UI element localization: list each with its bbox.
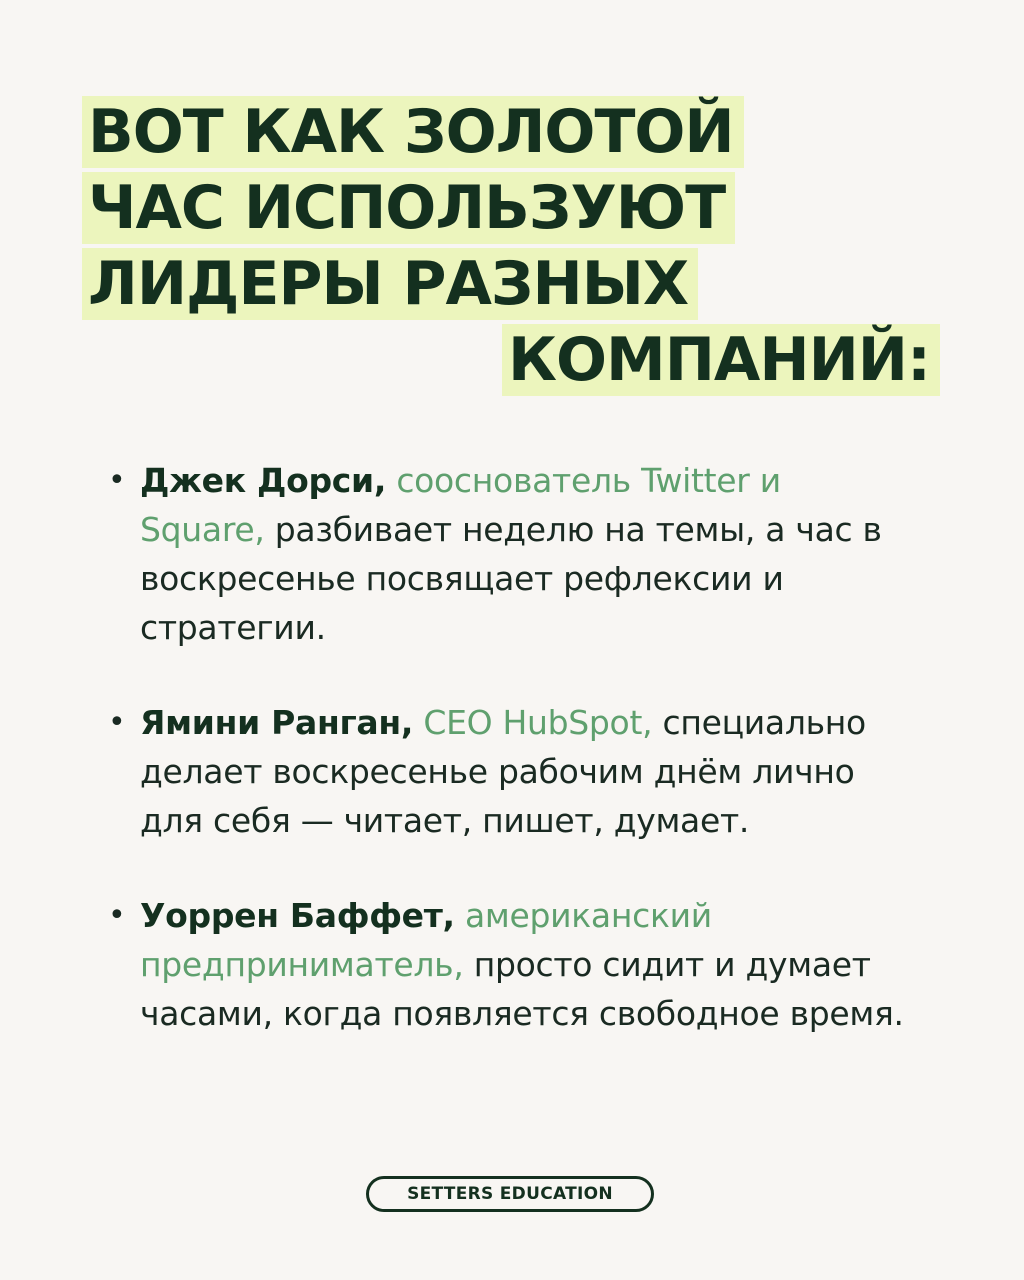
- bullet: •: [108, 898, 126, 933]
- leader-name: Ямини Ранган,: [140, 703, 414, 742]
- page-title: [82, 96, 952, 400]
- list-item: [108, 698, 908, 845]
- list-item: [108, 891, 908, 1038]
- title-highlight: ЧАС ИСПОЛЬЗУЮТ: [82, 172, 735, 244]
- leader-name: Уоррен Баффет,: [140, 896, 455, 935]
- bullet: •: [108, 705, 126, 740]
- title-highlight: ЛИДЕРЫ РАЗНЫХ: [82, 248, 698, 320]
- title-line: [82, 172, 952, 244]
- leader-role: CEO HubSpot,: [423, 703, 653, 742]
- leaders-list: [108, 456, 908, 1038]
- bullet: •: [108, 463, 126, 498]
- title-highlight: КОМПАНИЙ:: [502, 324, 940, 396]
- title-line: [82, 248, 952, 320]
- title-highlight: ВОТ КАК ЗОЛОТОЙ: [82, 96, 744, 168]
- title-line: [82, 324, 952, 396]
- leader-name: Джек Дорси,: [140, 461, 387, 500]
- leader-description: разбивает неделю на темы, а час в воскресенье посвящает рефлексии и стратегии.: [140, 510, 882, 647]
- title-line: [82, 96, 952, 168]
- leader-role: американский предприниматель,: [140, 896, 712, 984]
- leader-description: просто сидит и думает часами, когда появляется свободное время.: [140, 945, 904, 1033]
- leader-description: специально делает воскресенье рабочим днём лично для себя — читает, пишет, думает.: [140, 703, 866, 840]
- list-item: [108, 456, 908, 652]
- brand-badge: SETTERS EDUCATION: [366, 1176, 654, 1212]
- leader-role: сооснователь Twitter и Square,: [140, 461, 781, 549]
